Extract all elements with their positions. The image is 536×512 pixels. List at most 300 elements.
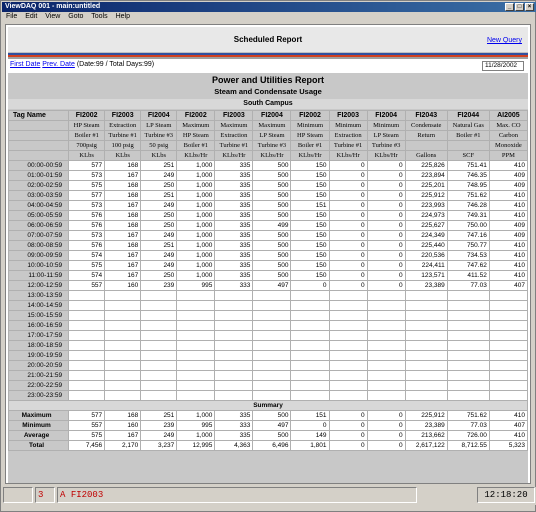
table-row [9,161,528,171]
summary-cell: 23,389 [405,421,447,431]
empty-cell [447,311,489,321]
data-cell: 250 [141,181,177,191]
data-cell: 251 [141,161,177,171]
data-cell: 0 [367,241,405,251]
data-cell: 0 [367,281,405,291]
column-header: Extraction [215,131,253,141]
data-cell: 335 [215,191,253,201]
empty-cell [329,321,367,331]
data-cell: 250 [141,271,177,281]
empty-cell [405,351,447,361]
data-cell: 750.77 [447,241,489,251]
empty-cell [215,331,253,341]
summary-cell: 751.62 [447,411,489,421]
data-cell: 409 [489,231,527,241]
data-cell: 500 [253,191,291,201]
data-cell: 225,912 [405,191,447,201]
data-cell: 150 [291,251,329,261]
status-clock: 12:18:20 [477,487,535,503]
empty-cell [253,361,291,371]
status-bar [1,487,536,505]
empty-cell [105,331,141,341]
summary-cell: 0 [329,411,367,421]
data-cell: 168 [105,161,141,171]
data-cell: 168 [105,191,141,201]
empty-cell [69,381,105,391]
window-title: ViewDAQ 001 - main:untitled [5,3,101,10]
summary-cell: 0 [329,421,367,431]
summary-title: Summary [9,401,528,411]
empty-cell [215,381,253,391]
data-cell: 500 [253,231,291,241]
empty-cell [141,301,177,311]
empty-cell [329,361,367,371]
data-cell: 0 [367,271,405,281]
table-row [9,361,528,371]
date-field[interactable]: 11/28/2002 [482,61,524,71]
data-cell: 0 [367,191,405,201]
empty-cell [69,311,105,321]
empty-cell [141,291,177,301]
column-header: KLbs/Hr [367,151,405,161]
first-date-link[interactable]: First Date [10,61,41,68]
report-subtitle: Steam and Condensate Usage [214,87,322,96]
summary-cell: 160 [105,421,141,431]
empty-cell [177,321,215,331]
report-header [8,27,528,53]
data-cell: 747.62 [447,261,489,271]
data-cell: 0 [329,241,367,251]
time-label: 11:00-11:59 [9,271,69,281]
data-cell: 0 [329,161,367,171]
data-cell: 220,536 [405,251,447,261]
header-label [9,151,69,161]
empty-cell [253,291,291,301]
header-row [9,121,528,131]
empty-cell [367,371,405,381]
time-label: 09:00-09:59 [9,251,69,261]
menu-goto[interactable]: Goto [68,13,84,20]
empty-cell [405,311,447,321]
data-cell: 335 [215,261,253,271]
summary-cell: 77.03 [447,421,489,431]
column-header: Condensate [405,121,447,131]
empty-cell [329,331,367,341]
time-label: 05:00-05:59 [9,211,69,221]
report-content [5,24,531,484]
time-label: 00:00-00:59 [9,161,69,171]
data-cell: 167 [105,171,141,181]
summary-cell: 6,496 [253,441,291,451]
empty-cell [141,341,177,351]
empty-cell [253,321,291,331]
data-cell: 167 [105,261,141,271]
data-cell: 0 [367,251,405,261]
data-cell: 225,627 [405,221,447,231]
menu-edit[interactable]: Edit [25,13,38,20]
menu-file[interactable]: File [6,13,18,20]
column-header: Turbine #3 [367,141,405,151]
empty-cell [489,321,527,331]
table-row [9,291,528,301]
data-cell: 557 [69,281,105,291]
empty-cell [141,321,177,331]
data-cell: 335 [215,171,253,181]
empty-cell [215,391,253,401]
summary-cell: 0 [329,441,367,451]
data-cell: 150 [291,181,329,191]
empty-cell [405,291,447,301]
empty-cell [367,391,405,401]
empty-cell [367,361,405,371]
column-header: KLbs [141,151,177,161]
column-header: Minimum [367,121,405,131]
data-cell: 249 [141,231,177,241]
data-cell: 224,411 [405,261,447,271]
column-header: FI2003 [215,111,253,121]
empty-cell [447,361,489,371]
empty-cell [215,321,253,331]
summary-cell: 0 [329,431,367,441]
empty-cell [405,371,447,381]
column-header: KLbs/Hr [329,151,367,161]
time-label: 21:00-21:59 [9,371,69,381]
data-cell: 0 [329,201,367,211]
data-cell: 150 [291,191,329,201]
empty-cell [489,301,527,311]
minimize-button[interactable]: _ [505,3,514,11]
data-cell: 747.16 [447,231,489,241]
data-cell: 249 [141,261,177,271]
data-cell: 335 [215,161,253,171]
data-cell: 500 [253,261,291,271]
summary-cell: 557 [69,421,105,431]
empty-cell [405,391,447,401]
empty-cell [291,331,329,341]
data-cell: 1,000 [177,271,215,281]
report-title: Power and Utilities Report [211,75,325,85]
summary-cell: 1,801 [291,441,329,451]
empty-cell [489,391,527,401]
empty-cell [447,371,489,381]
status-blank [3,487,33,503]
data-cell: 0 [329,231,367,241]
data-cell: 160 [105,281,141,291]
empty-cell [177,331,215,341]
summary-row [9,411,528,421]
maximize-button[interactable]: □ [515,3,524,11]
header-label [9,131,69,141]
summary-cell: 500 [253,411,291,421]
close-button[interactable]: × [525,3,534,11]
data-cell: 0 [329,171,367,181]
empty-cell [141,331,177,341]
status-flag: A [60,490,66,500]
data-cell: 249 [141,201,177,211]
column-header: Monoxide [489,141,527,151]
summary-cell: 239 [141,421,177,431]
column-header: 700psig [69,141,105,151]
table-row [9,231,528,241]
date-nav [8,59,528,71]
data-cell: 167 [105,231,141,241]
data-cell: 0 [329,221,367,231]
data-cell: 748.95 [447,181,489,191]
summary-cell: 500 [253,431,291,441]
table-row [9,281,528,291]
data-cell: 734.53 [447,251,489,261]
data-cell: 249 [141,171,177,181]
data-cell: 250 [141,211,177,221]
empty-cell [141,391,177,401]
empty-cell [329,291,367,301]
new-query-link[interactable]: New Query [486,37,522,44]
column-header: Return [405,131,447,141]
data-cell: 250 [141,221,177,231]
empty-cell [329,351,367,361]
empty-cell [291,351,329,361]
menu-help[interactable]: Help [115,13,130,20]
column-header: Extraction [105,121,141,131]
time-label: 03:00-03:59 [9,191,69,201]
data-cell: 335 [215,221,253,231]
column-header: KLbs/Hr [291,151,329,161]
summary-cell: 12,995 [177,441,215,451]
empty-cell [177,291,215,301]
empty-cell [177,341,215,351]
data-cell: 0 [329,271,367,281]
data-cell: 335 [215,231,253,241]
data-cell: 409 [489,181,527,191]
empty-cell [405,331,447,341]
data-cell: 1,000 [177,221,215,231]
column-header: Turbine #1 [215,141,253,151]
time-label: 23:00-23:59 [9,391,69,401]
data-cell: 0 [367,261,405,271]
summary-label: Total [9,441,69,451]
empty-cell [291,341,329,351]
table-row [9,221,528,231]
column-header: 100 psig [105,141,141,151]
time-label: 04:00-04:59 [9,201,69,211]
empty-cell [329,391,367,401]
empty-cell [489,291,527,301]
column-header: Maximum [253,121,291,131]
data-cell: 407 [489,281,527,291]
empty-cell [489,341,527,351]
column-header: FI2002 [177,111,215,121]
summary-cell: 151 [291,411,329,421]
time-label: 20:00-20:59 [9,361,69,371]
empty-cell [367,291,405,301]
data-cell: 168 [105,181,141,191]
data-cell: 335 [215,271,253,281]
time-label: 15:00-15:59 [9,311,69,321]
empty-cell [253,371,291,381]
data-cell: 497 [253,281,291,291]
empty-cell [489,351,527,361]
data-cell: 251 [141,241,177,251]
table-row [9,381,528,391]
time-label: 02:00-02:59 [9,181,69,191]
data-cell: 335 [215,251,253,261]
table-row [9,261,528,271]
column-header: FI2002 [291,111,329,121]
empty-cell [405,341,447,351]
data-cell: 573 [69,171,105,181]
empty-cell [405,301,447,311]
table-row [9,191,528,201]
header-label [9,141,69,151]
data-cell: 0 [291,281,329,291]
empty-cell [253,351,291,361]
summary-cell: 1,000 [177,431,215,441]
data-cell: 577 [69,161,105,171]
column-header: HP Steam [69,121,105,131]
empty-cell [253,341,291,351]
data-cell: 573 [69,201,105,211]
data-cell: 749.31 [447,211,489,221]
column-header: FI2003 [329,111,367,121]
empty-cell [69,301,105,311]
data-cell: 574 [69,251,105,261]
empty-cell [105,291,141,301]
summary-cell: 726.00 [447,431,489,441]
data-cell: 410 [489,211,527,221]
empty-cell [69,341,105,351]
data-cell: 500 [253,201,291,211]
summary-cell: 249 [141,431,177,441]
empty-cell [253,331,291,341]
summary-cell: 335 [215,411,253,421]
empty-cell [105,381,141,391]
summary-label: Average [9,431,69,441]
column-header: LP Steam [253,131,291,141]
data-cell: 223,894 [405,171,447,181]
summary-row [9,431,528,441]
column-header: Extraction [329,131,367,141]
column-header: FI2043 [405,111,447,121]
status-alarm [57,487,417,503]
summary-cell: 8,712.55 [447,441,489,451]
data-cell: 410 [489,241,527,251]
data-cell: 0 [367,181,405,191]
summary-cell: 168 [105,411,141,421]
time-label: 18:00-18:59 [9,341,69,351]
column-header: Carbon [489,131,527,141]
data-cell: 0 [329,251,367,261]
data-cell: 0 [329,281,367,291]
menu-view[interactable]: View [45,13,61,20]
summary-cell: 2,170 [105,441,141,451]
data-cell: 411.52 [447,271,489,281]
data-cell: 239 [141,281,177,291]
summary-cell: 410 [489,431,527,441]
empty-cell [329,371,367,381]
empty-cell [447,301,489,311]
data-cell: 751.41 [447,161,489,171]
header-row [9,141,528,151]
empty-cell [447,351,489,361]
data-cell: 168 [105,241,141,251]
column-header: FI2044 [447,111,489,121]
data-cell: 1,000 [177,261,215,271]
empty-cell [253,381,291,391]
data-cell: 500 [253,251,291,261]
data-cell: 150 [291,171,329,181]
summary-cell: 7,456 [69,441,105,451]
time-label: 14:00-14:59 [9,301,69,311]
table-row [9,211,528,221]
column-header: KLbs/Hr [215,151,253,161]
data-cell: 1,000 [177,191,215,201]
menu-tools[interactable]: Tools [91,13,108,20]
header-row [9,111,528,121]
empty-cell [367,381,405,391]
empty-cell [69,321,105,331]
data-cell: 77.03 [447,281,489,291]
column-header: Turbine #1 [329,141,367,151]
summary-cell: 213,662 [405,431,447,441]
data-cell: 0 [367,221,405,231]
data-cell: 500 [253,211,291,221]
data-cell: 577 [69,191,105,201]
data-cell: 123,571 [405,271,447,281]
data-cell: 150 [291,221,329,231]
data-cell: 335 [215,211,253,221]
empty-cell [105,321,141,331]
column-header: Boiler #1 [291,141,329,151]
time-label: 01:00-01:59 [9,171,69,181]
data-cell: 746.28 [447,201,489,211]
empty-cell [447,331,489,341]
empty-cell [405,381,447,391]
data-cell: 0 [329,211,367,221]
empty-cell [141,381,177,391]
prev-date-link[interactable]: Prev. Date [42,61,75,68]
empty-cell [215,291,253,301]
empty-cell [177,391,215,401]
data-cell: 0 [367,201,405,211]
column-header: KLbs [105,151,141,161]
summary-cell: 333 [215,421,253,431]
empty-cell [405,321,447,331]
time-label: 12:00-12:59 [9,281,69,291]
empty-cell [291,311,329,321]
empty-cell [291,361,329,371]
status-tag: FI2003 [70,490,104,500]
data-cell: 410 [489,191,527,201]
empty-cell [105,391,141,401]
table-row [9,181,528,191]
table-row [9,241,528,251]
column-header: FI2003 [105,111,141,121]
menu-bar [2,12,536,22]
data-cell: 225,201 [405,181,447,191]
column-header: Boiler #1 [447,131,489,141]
column-header: KLbs [69,151,105,161]
page-title: Scheduled Report [233,35,303,44]
summary-cell: 0 [367,431,405,441]
table-row [9,371,528,381]
data-cell: 150 [291,161,329,171]
data-cell: 167 [105,251,141,261]
data-cell: 0 [367,171,405,181]
column-header: KLbs/Hr [253,151,291,161]
data-cell: 499 [253,221,291,231]
date-info: (Date:99 / Total Days:99) [76,61,155,68]
data-cell: 410 [489,261,527,271]
